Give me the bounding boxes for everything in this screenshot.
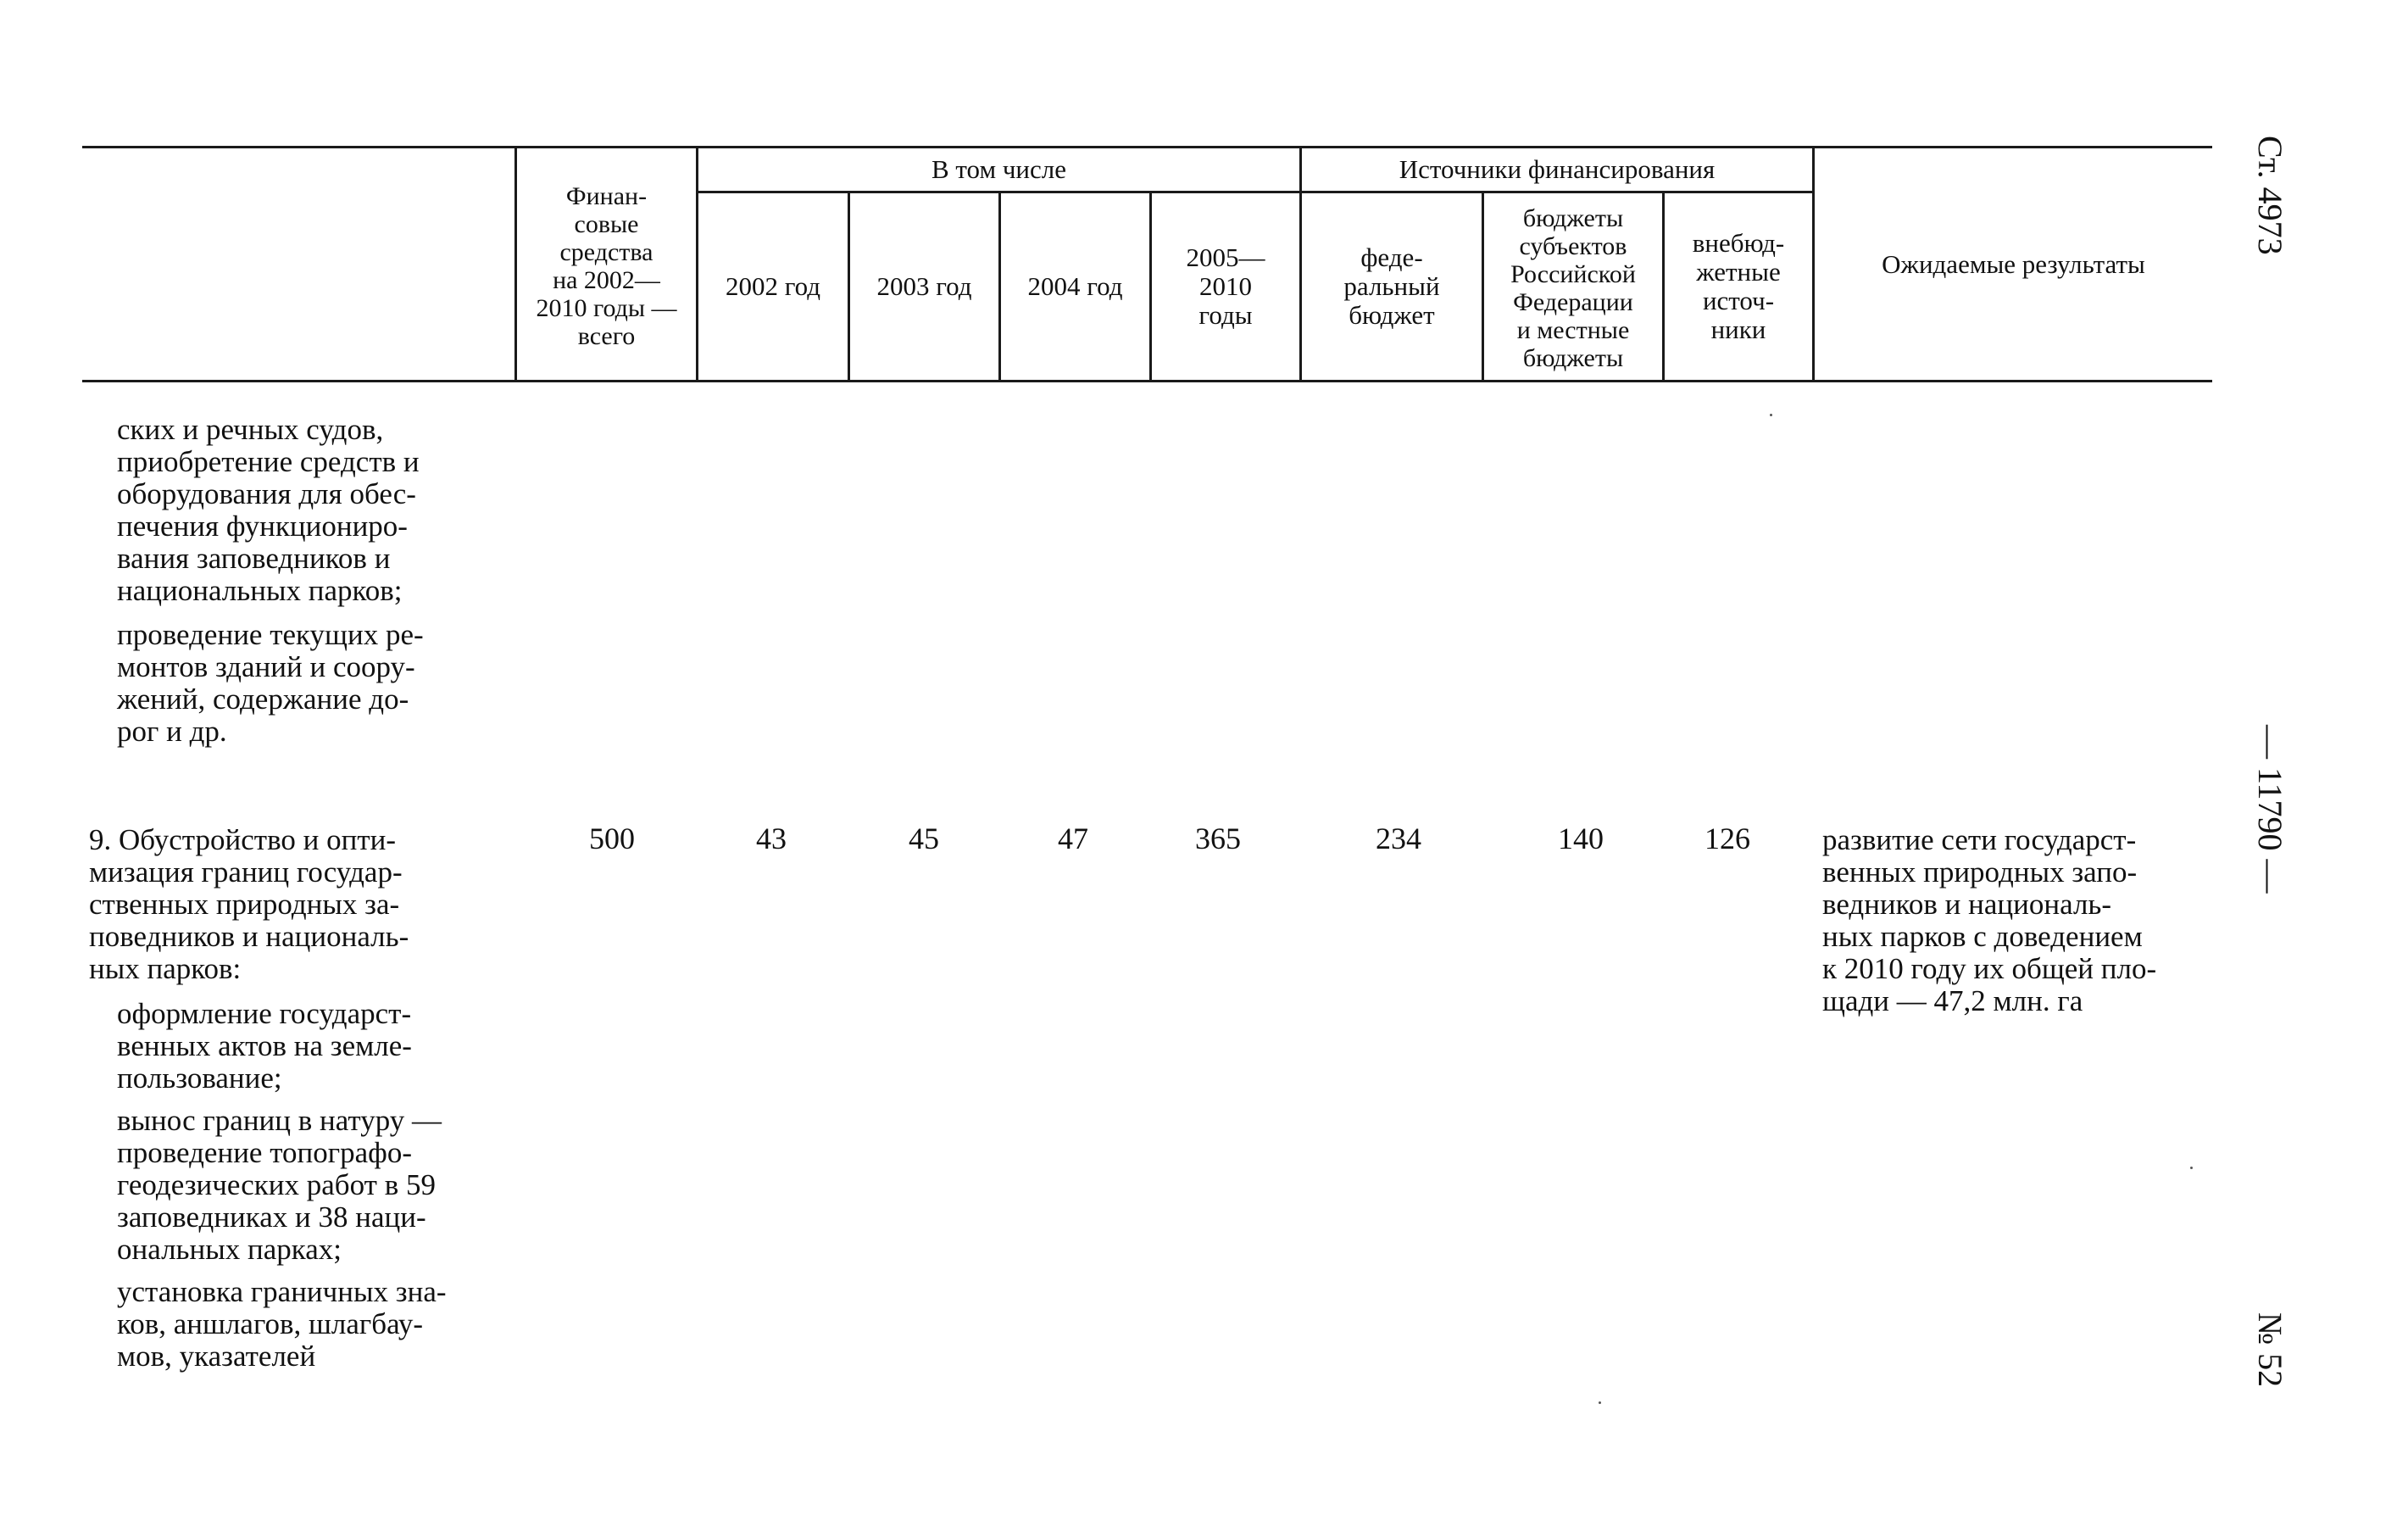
header-extrabudgetary: внебюд- жетные источ- ники <box>1692 228 1785 344</box>
value-regional: 140 <box>1558 822 1604 855</box>
scan-speck <box>2190 1167 2193 1169</box>
issue-number: № 52 <box>2251 1312 2289 1388</box>
value-total: 500 <box>589 822 635 855</box>
value-2002: 43 <box>756 822 787 855</box>
header-total-funds: Финан- совые средства на 2002— 2010 годы — всего <box>536 182 677 350</box>
value-federal: 234 <box>1376 822 1421 855</box>
value-extrabudgetary: 126 <box>1705 822 1750 855</box>
scan-speck <box>1770 414 1772 416</box>
header-federal-budget: феде- ральный бюджет <box>1343 242 1440 330</box>
header-group-sources: Источники финансирования <box>1399 154 1716 184</box>
header-year-2003: 2003 год <box>876 271 972 301</box>
header-group-including: В том числе <box>931 154 1066 184</box>
header-regional-budgets: бюджеты субъектов Российской Федерации и местные бюджеты <box>1510 204 1636 372</box>
item-9-subitem: оформление государст- венных актов на земле- пользование; <box>117 997 412 1095</box>
header-years-2005-2010: 2005— 2010 годы <box>1186 242 1265 330</box>
value-2004: 47 <box>1058 822 1088 855</box>
page-number: — 11790 — <box>2251 725 2289 894</box>
header-top-rule <box>82 146 2212 148</box>
header-bottom-rule <box>82 380 2212 382</box>
continuation-paragraph: ских и речных судов, приобретение средств и оборудования для обес- печения функциониро- вания заповедников и национальных парков; <box>117 413 420 607</box>
item-9-title: 9. Обустройство и опти- мизация границ государ- ственных природных за- поведников и националь- ных парков: <box>89 823 409 985</box>
scan-speck <box>1599 1401 1601 1404</box>
item-9-subitem: вынос границ в натуру — проведение топографо- геодезических работ в 59 заповедниках и 38 наци- ональных парках; <box>117 1104 442 1266</box>
header-year-2002: 2002 год <box>725 271 821 301</box>
header-year-2004: 2004 год <box>1027 271 1123 301</box>
item-9-expected-result: развитие сети государст- венных природных запо- ведников и националь- ных парков с доведением к 2010 году их общей пло- щади — 47,2 млн. га <box>1822 823 2157 1017</box>
header-expected-results: Ожидаемые результаты <box>1882 249 2145 279</box>
article-number: Ст. 4973 <box>2251 136 2289 255</box>
value-2005-2010: 365 <box>1195 822 1241 855</box>
item-9-subitem: установка граничных зна- ков, аншлагов, шлагбау- мов, указателей <box>117 1275 447 1373</box>
value-2003: 45 <box>909 822 939 855</box>
continuation-paragraph: проведение текущих ре- монтов зданий и соору- жений, содержание до- рог и др. <box>117 618 424 748</box>
